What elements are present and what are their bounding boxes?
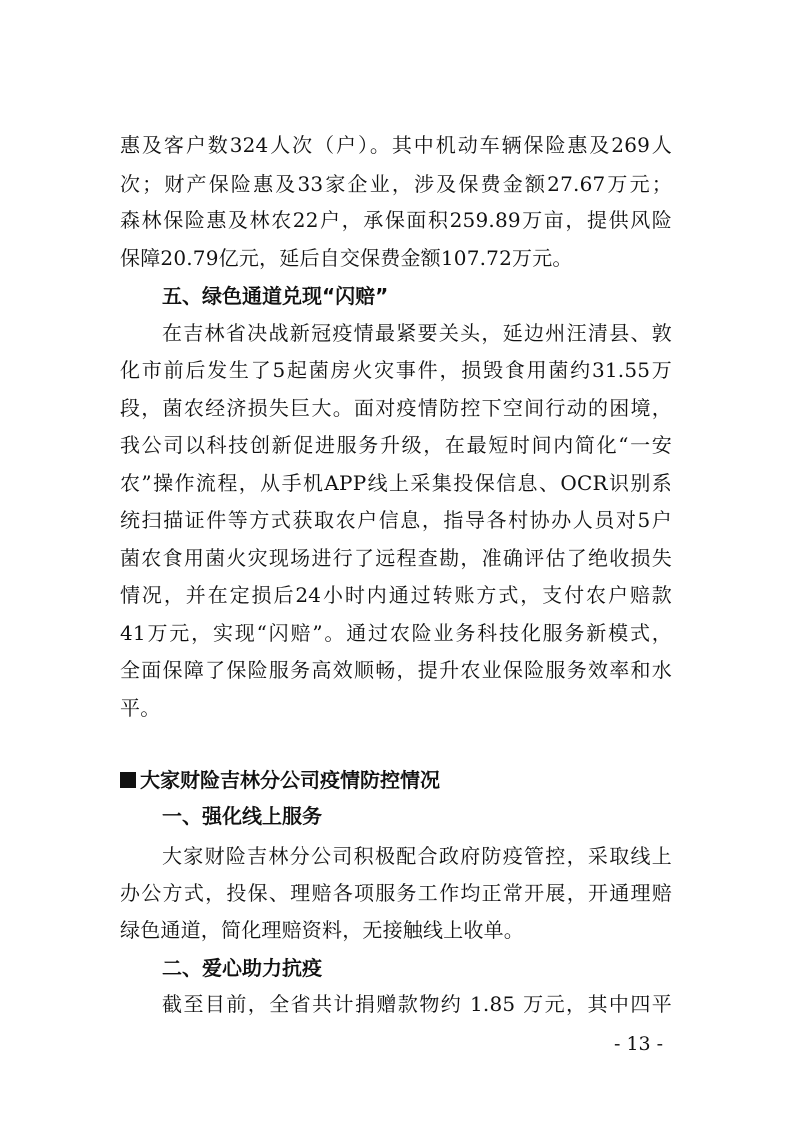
paragraph-line: 全面保障了保险服务高效顺畅，提升农业保险服务效率和水 (120, 658, 672, 682)
paragraph-line: 41万元，实现“闪赔”。通过农险业务科技化服务新模式， (120, 621, 672, 645)
paragraph-line: 办公方式，投保、理赔各项服务工作均正常开展，开通理赔 (120, 881, 672, 905)
paragraph-line: 在吉林省决战新冠疫情最紧要关头，延边州汪清县、敦 (162, 321, 672, 345)
paragraph-line: 绿色通道，简化理赔资料，无接触线上收单。 (120, 918, 524, 942)
paragraph-line: 惠及客户数324人次（户）。其中机动车辆保险惠及269人 (120, 133, 672, 157)
paragraph-line: 段，菌农经济损失巨大。面对疫情防控下空间行动的困境， (120, 396, 672, 420)
section-heading-online-service: 一、强化线上服务 (162, 804, 322, 828)
paragraph-line: 次；财产保险惠及33家企业，涉及保费金额27.67万元； (120, 172, 672, 196)
paragraph-line: 菌农食用菌火灾现场进行了远程查勘，准确评估了绝收损失 (120, 546, 672, 570)
section-heading-charity: 二、爱心助力抗疫 (162, 956, 322, 980)
paragraph-line: 平。 (120, 696, 161, 720)
paragraph-line: 大家财险吉林分公司积极配合政府防疫管控，采取线上 (162, 844, 672, 868)
paragraph-line: 保障20.79亿元，延后自交保费金额107.72万元。 (120, 246, 573, 270)
paragraph-line: 情况，并在定损后24小时内通过转账方式，支付农户赔款 (120, 583, 672, 607)
paragraph-line: 化市前后发生了5起菌房火灾事件，损毁食用菌约31.55万 (120, 358, 672, 382)
section-title (120, 765, 440, 795)
paragraph-line: 截至目前，全省共计捐赠款物约 1.85 万元，其中四平 (162, 992, 672, 1016)
paragraph-line: 森林保险惠及林农22户，承保面积259.89万亩，提供风险 (120, 208, 672, 232)
section-title-text: 大家财险吉林分公司疫情防控情况 (140, 768, 440, 792)
page-number: - 13 - (614, 1033, 664, 1055)
section-heading-green-channel: 五、绿色通道兑现“闪赔” (162, 284, 389, 308)
paragraph-line: 我公司以科技创新促进服务升级，在最短时间内简化“一安 (120, 433, 672, 457)
paragraph-line: 农”操作流程，从手机APP线上采集投保信息、OCR识别系 (120, 471, 672, 495)
black-square-icon (120, 772, 136, 788)
paragraph-line: 统扫描证件等方式获取农户信息，指导各村协办人员对5户 (120, 508, 672, 532)
